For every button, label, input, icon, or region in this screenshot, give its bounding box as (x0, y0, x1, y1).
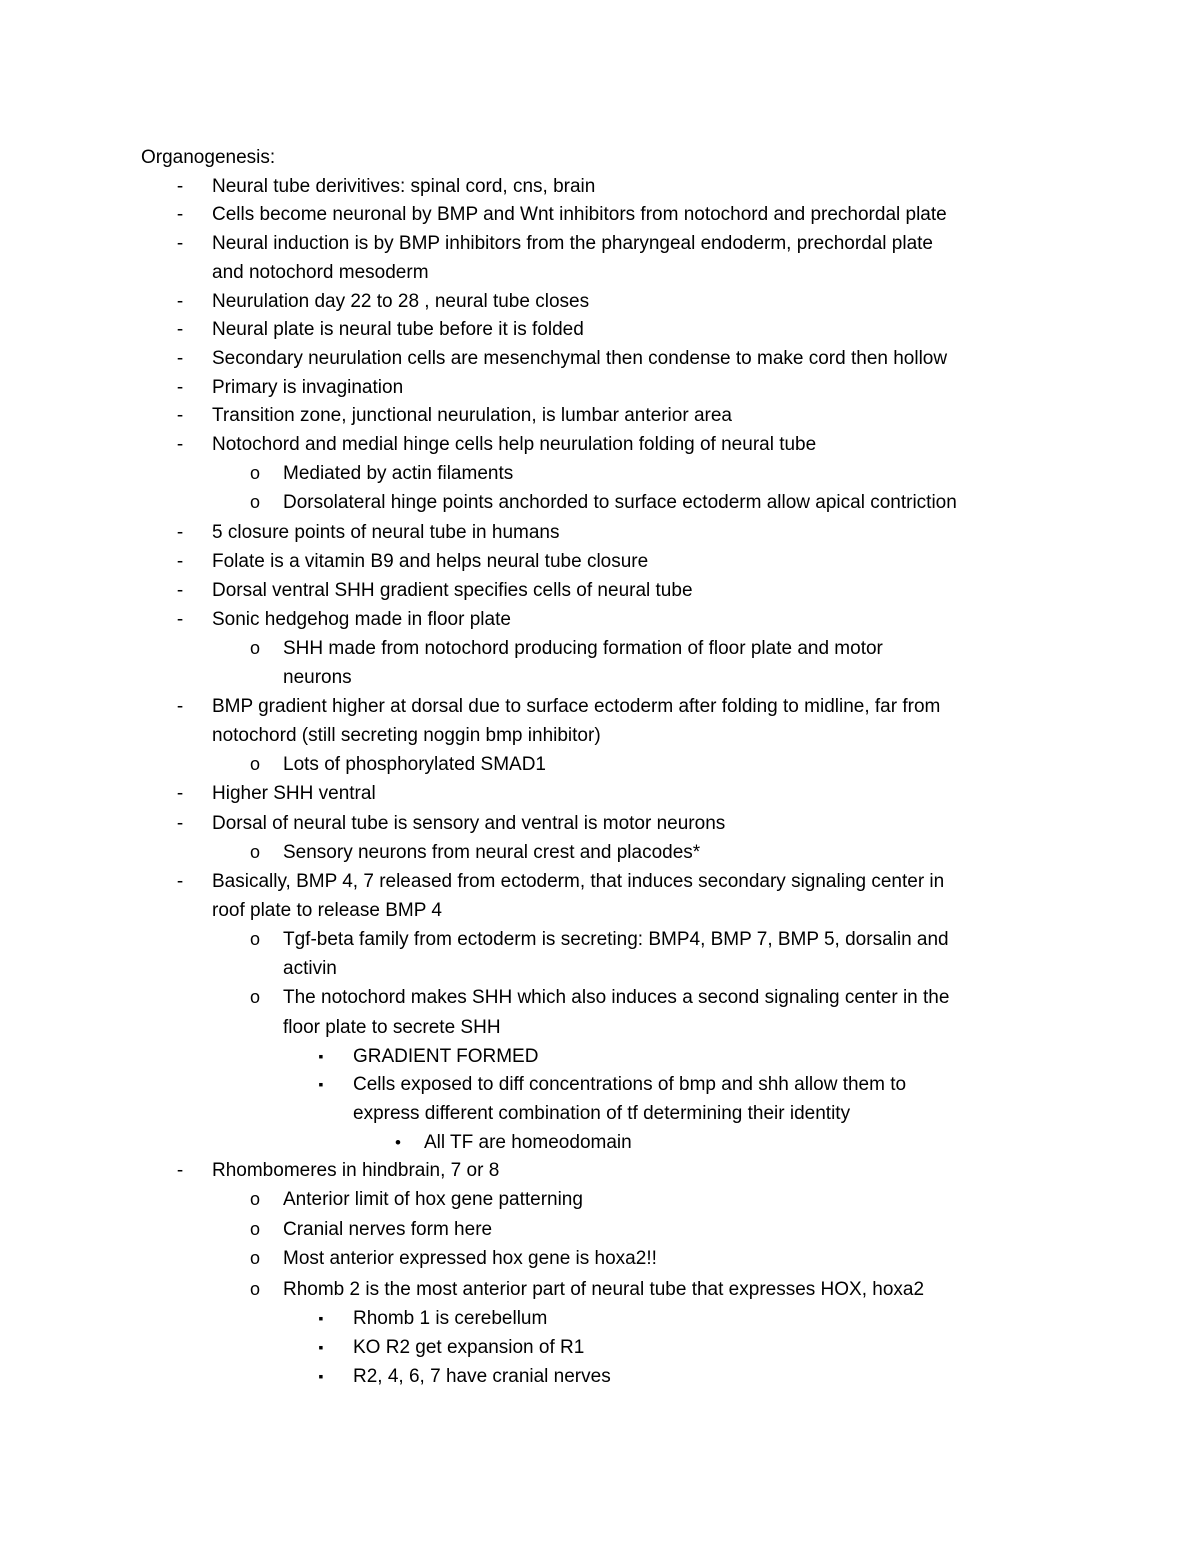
list-item-text: notochord (still secreting noggin bmp inhibitor) (212, 725, 601, 746)
circle-bullet-icon: o (249, 987, 260, 1007)
dash-bullet-icon: - (176, 551, 184, 572)
page-title: Organogenesis: (141, 147, 276, 168)
list-item-text: Rhomb 2 is the most anterior part of neural tube that expresses HOX, hoxa2 (283, 1279, 925, 1300)
list-item-text: neurons (283, 667, 352, 688)
list-item-text: Sonic hedgehog made in floor plate (212, 609, 511, 630)
dash-bullet-icon: - (176, 609, 184, 630)
list-item-text: Notochord and medial hinge cells help neurulation folding of neural tube (212, 434, 817, 455)
dash-bullet-icon: - (176, 522, 184, 543)
list-item-text: Most anterior expressed hox gene is hoxa2!! (283, 1248, 657, 1269)
list-item-text: Neural tube derivitives: spinal cord, cns, brain (212, 176, 596, 197)
list-item-text: express different combination of tf determining their identity (353, 1103, 851, 1124)
list-item-text: Tgf-beta family from ectoderm is secreting: BMP4, BMP 7, BMP 5, dorsalin and (283, 929, 949, 950)
list-item-text: Neural induction is by BMP inhibitors from the pharyngeal endoderm, prechordal plate (212, 233, 933, 254)
square-bullet-icon: ▪ (318, 1339, 324, 1355)
circle-bullet-icon: o (249, 929, 260, 949)
circle-bullet-icon: o (249, 754, 260, 774)
list-item-text: 5 closure points of neural tube in humans (212, 522, 560, 543)
list-item-text: and notochord mesoderm (212, 262, 429, 283)
circle-bullet-icon: o (249, 492, 260, 512)
list-item-text: Secondary neurulation cells are mesenchymal then condense to make cord then hollow (212, 348, 948, 369)
circle-bullet-icon: o (249, 1219, 260, 1239)
square-bullet-icon: ▪ (318, 1310, 324, 1326)
list-item-text: roof plate to release BMP 4 (212, 900, 442, 921)
dash-bullet-icon: - (176, 348, 184, 369)
square-bullet-icon: ▪ (318, 1076, 324, 1092)
circle-bullet-icon: o (249, 842, 260, 862)
dash-bullet-icon: - (176, 291, 184, 312)
list-item-text: Cells exposed to diff concentrations of bmp and shh allow them to (353, 1074, 907, 1095)
list-item-text: Transition zone, junctional neurulation, is lumbar anterior area (212, 405, 732, 426)
list-item-text: Neurulation day 22 to 28 , neural tube closes (212, 291, 590, 312)
list-item-text: Neural plate is neural tube before it is folded (212, 319, 584, 340)
list-item-text: Dorsal of neural tube is sensory and ventral is motor neurons (212, 813, 726, 834)
list-item-text: Folate is a vitamin B9 and helps neural tube closure (212, 551, 649, 572)
dash-bullet-icon: - (176, 405, 184, 426)
list-item-text: KO R2 get expansion of R1 (353, 1337, 585, 1358)
dash-bullet-icon: - (176, 1160, 184, 1181)
list-item-text: Higher SHH ventral (212, 783, 376, 804)
list-item-text: SHH made from notochord producing formation of floor plate and motor (283, 638, 883, 659)
dash-bullet-icon: - (176, 871, 184, 892)
list-item-text: Mediated by actin filaments (283, 463, 514, 484)
list-item-text: Sensory neurons from neural crest and placodes* (283, 842, 701, 863)
circle-bullet-icon: o (249, 463, 260, 483)
square-bullet-icon: ▪ (318, 1048, 324, 1064)
list-item-text: Basically, BMP 4, 7 released from ectoderm, that induces secondary signaling center in (212, 871, 945, 892)
list-item-text: Dorsolateral hinge points anchorded to surface ectoderm allow apical contriction (283, 492, 957, 513)
dash-bullet-icon: - (176, 233, 184, 254)
list-item-text: GRADIENT FORMED (353, 1046, 539, 1067)
dash-bullet-icon: - (176, 434, 184, 455)
list-item-text: Dorsal ventral SHH gradient specifies cells of neural tube (212, 580, 693, 601)
list-item-text: All TF are homeodomain (424, 1132, 632, 1153)
list-item-text: R2, 4, 6, 7 have cranial nerves (353, 1366, 611, 1387)
dash-bullet-icon: - (176, 783, 184, 804)
list-item-text: Rhombomeres in hindbrain, 7 or 8 (212, 1160, 500, 1181)
dot-bullet-icon: • (395, 1133, 401, 1152)
circle-bullet-icon: o (249, 1279, 260, 1299)
list-item-text: Primary is invagination (212, 377, 404, 398)
circle-bullet-icon: o (249, 638, 260, 658)
circle-bullet-icon: o (249, 1248, 260, 1268)
dash-bullet-icon: - (176, 813, 184, 834)
dash-bullet-icon: - (176, 580, 184, 601)
list-item-text: activin (283, 958, 337, 979)
list-item-text: Anterior limit of hox gene patterning (283, 1189, 583, 1210)
list-item-text: Cells become neuronal by BMP and Wnt inhibitors from notochord and prechordal plate (212, 204, 947, 225)
dash-bullet-icon: - (176, 176, 184, 197)
list-item-text: floor plate to secrete SHH (283, 1017, 501, 1038)
dash-bullet-icon: - (176, 204, 184, 225)
list-item-text: Lots of phosphorylated SMAD1 (283, 754, 546, 775)
dash-bullet-icon: - (176, 696, 184, 717)
list-item-text: The notochord makes SHH which also induces a second signaling center in the (283, 987, 950, 1008)
list-item-text: Cranial nerves form here (283, 1219, 493, 1240)
list-item-text: Rhomb 1 is cerebellum (353, 1308, 548, 1329)
dash-bullet-icon: - (176, 319, 184, 340)
square-bullet-icon: ▪ (318, 1368, 324, 1384)
list-item-text: BMP gradient higher at dorsal due to surface ectoderm after folding to midline, far from (212, 696, 941, 717)
dash-bullet-icon: - (176, 377, 184, 398)
circle-bullet-icon: o (249, 1189, 260, 1209)
